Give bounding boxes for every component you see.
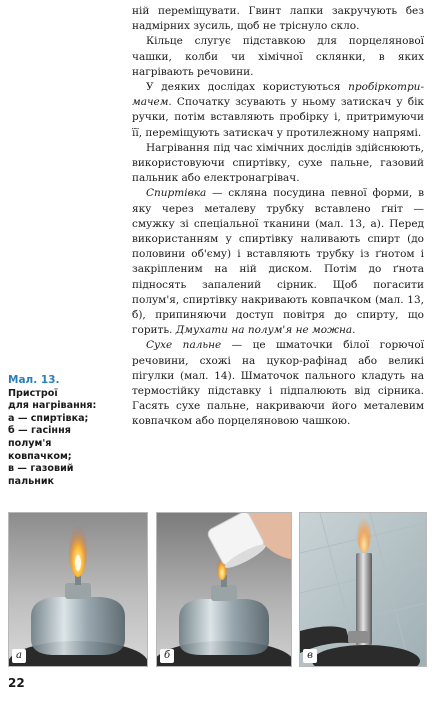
photo-alcohol-lamp-cap <box>156 512 292 667</box>
alcohol-lamp-lit-image <box>9 513 147 666</box>
main-text-column <box>132 4 424 430</box>
photo-label-c: в <box>303 649 317 663</box>
caption-line: для нагрівання: <box>8 400 97 412</box>
paragraph-3 <box>132 80 424 141</box>
paragraph-4: Нагрівання під час хімічних дослідів здійснюють, використовуючи спиртівку, сухе пальне, газовий пальник або електронагрівач. <box>132 141 424 185</box>
caption-line: полум'я <box>8 437 52 449</box>
paragraph-3-end: . Спочатку зсувають у ньому затискач у бік ручки, потім вставляють пробірку і, притримуючи її, переміщують затискач у протилежному напрямі. <box>132 96 424 139</box>
caption-line: а — спиртівка; <box>8 412 89 424</box>
paragraph-6-body: — це шматочки білої горючої речовини, схожі на цукор-рафінад або великі пігулки (мал. 14). Шматочок пального кладуть на термостійку підставку і підпалюють від сірника. Гасять сухе пальне, накриваючи його металевим ковпачком або порцеляновою чашкою. <box>132 339 424 428</box>
photo-gas-burner <box>299 512 427 667</box>
term-sukhe-palne: Сухе пальне <box>146 339 222 352</box>
alcohol-lamp-cap-image <box>157 513 291 666</box>
figure-caption <box>8 374 123 488</box>
caption-line: в — газовий <box>8 463 74 475</box>
caption-line: б — гасіння <box>8 425 71 437</box>
safety-warning: Дмухати на полум'я не можна. <box>175 324 356 337</box>
caption-title: Мал. 13. <box>8 374 60 386</box>
photo-label-a: а <box>12 649 26 663</box>
paragraph-5 <box>132 186 424 338</box>
term-probirkotrymach: пробіркотримачем <box>132 81 424 109</box>
gas-burner-image <box>300 513 426 666</box>
term-spyrtivka: Спиртівка <box>146 187 207 200</box>
paragraph-5-body: — скляна посудина певної форми, в яку через металеву трубку вставлено ґніт — смужку зі спеціальної тканини (мал. 13, а). Перед використанням у спиртівку наливають спирт (до половини об'єму) і вставляють трубку із ґнотом і закріпленим на ній диском. Потім до ґнота підносять запалений сірник. Щоб погасити полум'я, спиртівку накривають ковпачком (мал. 13, б), припиняючи доступ повітря до спирту, що горить. <box>132 187 424 337</box>
page-number: 22 <box>8 676 25 690</box>
paragraph-6 <box>132 338 424 429</box>
caption-line: пальник <box>8 475 55 487</box>
paragraph-1: ній переміщувати. Гвинт лапки закручують без надмірних зусиль, щоб не тріснуло скло. <box>132 5 424 33</box>
caption-line: Пристрої <box>8 387 58 399</box>
photo-label-b: б <box>160 649 174 663</box>
photo-alcohol-lamp-lit <box>8 512 148 667</box>
caption-line: ковпачком; <box>8 450 72 462</box>
paragraph-3-start: У деяких дослідах користуються <box>146 81 349 94</box>
paragraph-2: Кільце слугує підставкою для порцелянової чашки, колби чи хімічної склянки, в яких нагрівають речовини. <box>132 35 424 78</box>
